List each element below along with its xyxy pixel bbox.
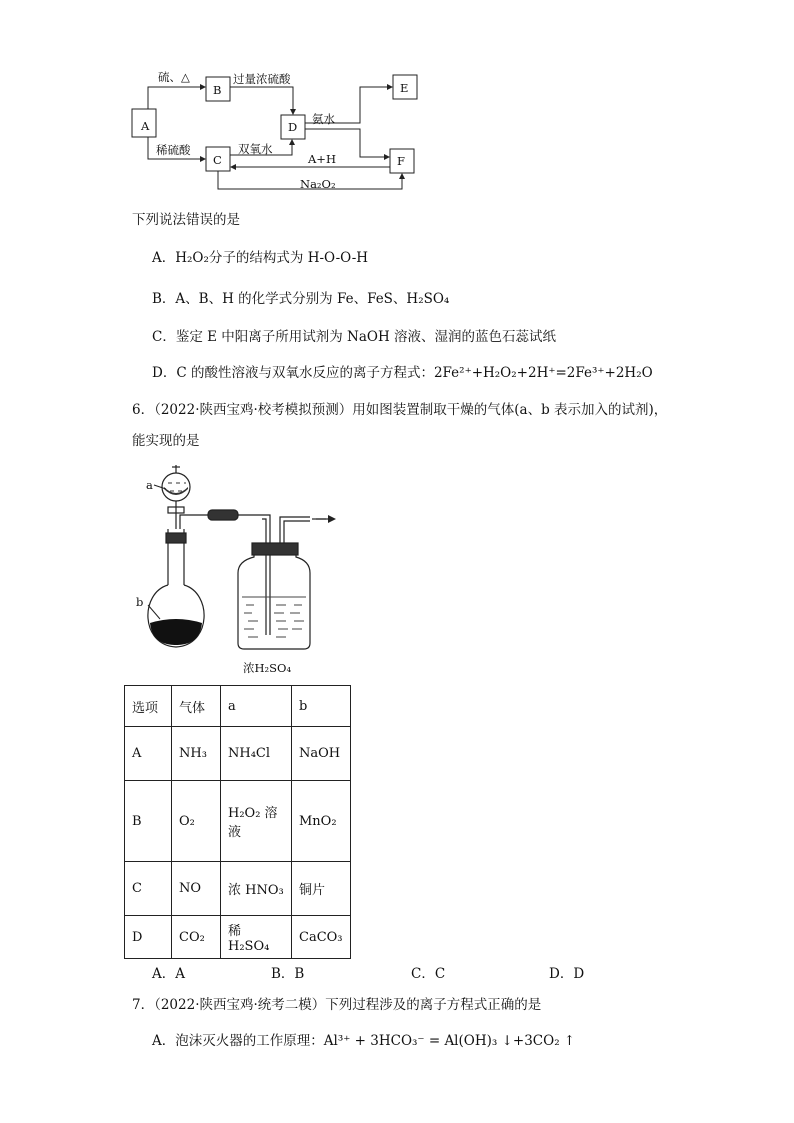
table-cell: MnO₂ (292, 781, 351, 862)
table-cell: NO (172, 862, 221, 916)
q7-option-a: A．泡沫灭火器的工作原理：Al³⁺ + 3HCO₃⁻ = Al(OH)₃ ↓+3CO₂ ↑ (152, 1033, 576, 1049)
reagent-b-label: b (136, 595, 144, 609)
edge-label-a-b: 硫、△ (158, 70, 190, 84)
separatory-funnel (162, 473, 190, 501)
q5-option-d: D．C 的酸性溶液与双氧水反应的离子方程式：2Fe²⁺+H₂O₂+2H⁺=2Fe³⁺+2H₂O (152, 365, 653, 381)
choice-a[interactable]: A．A (152, 966, 185, 982)
table-cell: CaCO₃ (292, 916, 351, 959)
node-c: C (213, 153, 222, 167)
edge-label-c-d: 双氧水 (238, 142, 273, 156)
edge-label-c-f: Na₂O₂ (300, 177, 336, 191)
edge-label-f-c: A+H (308, 152, 336, 166)
table-cell: D (125, 916, 172, 959)
node-d: D (288, 120, 298, 134)
edge-label-a-c: 稀硫酸 (156, 143, 191, 157)
q6-stem-line2: 能实现的是 (132, 433, 200, 449)
apparatus-diagram (130, 465, 350, 655)
table-row (125, 727, 351, 781)
table-row (125, 862, 351, 916)
node-f: F (397, 154, 405, 168)
table-cell: A (125, 727, 172, 781)
flask-solid (150, 619, 202, 645)
q5-option-b: B．A、B、H 的化学式分别为 Fe、FeS、H₂SO₄ (152, 291, 450, 307)
edge-a-b (148, 87, 204, 109)
q5-option-c: C．鉴定 E 中阳离子所用试剂为 NaOH 溶液、湿润的蓝色石蕊试纸 (152, 329, 557, 345)
wash-bottle (238, 553, 310, 649)
table-cell: O₂ (172, 781, 221, 862)
bottle-stopper (252, 543, 298, 555)
table-header: 气体 (172, 686, 221, 727)
table-cell: B (125, 781, 172, 862)
table-header-row (125, 686, 351, 727)
choice-c[interactable]: C．C (411, 966, 446, 982)
table-cell: CO₂ (172, 916, 221, 959)
table-cell: NH₄Cl (221, 727, 292, 781)
node-a: A (141, 119, 150, 133)
table-cell: 铜片 (292, 862, 351, 916)
choice-b[interactable]: B．B (271, 966, 305, 982)
q5-stem: 下列说法错误的是 (132, 212, 240, 228)
bottle-label: 浓H₂SO₄ (243, 661, 292, 675)
table-header: 选项 (125, 686, 172, 727)
reagent-a-label: a (146, 478, 153, 492)
table-header: b (292, 686, 351, 727)
node-b: B (213, 83, 222, 97)
table-cell: H₂O₂ 溶液 (221, 781, 292, 862)
table-cell: C (125, 862, 172, 916)
flask-stopper (166, 533, 186, 543)
q7-stem: 7．（2022·陕西宝鸡·统考二模）下列过程涉及的离子方程式正确的是 (132, 997, 542, 1013)
table-cell: 稀 H₂SO₄ (221, 916, 292, 959)
table-cell: 浓 HNO₃ (221, 862, 292, 916)
options-table (124, 685, 351, 959)
choice-d[interactable]: D．D (549, 966, 585, 982)
q5-option-a: A．H₂O₂分子的结构式为 H-O-O-H (152, 250, 369, 266)
rubber-connector (208, 510, 238, 520)
table-row (125, 781, 351, 862)
table-cell: NaOH (292, 727, 351, 781)
node-e: E (400, 81, 409, 95)
edge-b-d (230, 87, 293, 113)
q6-stem-line1: 6．（2022·陕西宝鸡·校考模拟预测）用如图装置制取干燥的气体(a、b 表示加入的试剂)， (132, 402, 668, 418)
edge-label-d: 氨水 (312, 112, 335, 126)
edge-label-b-d: 过量浓硫酸 (233, 72, 291, 86)
table-header: a (221, 686, 292, 727)
table-row (125, 916, 351, 959)
table-cell: NH₃ (172, 727, 221, 781)
